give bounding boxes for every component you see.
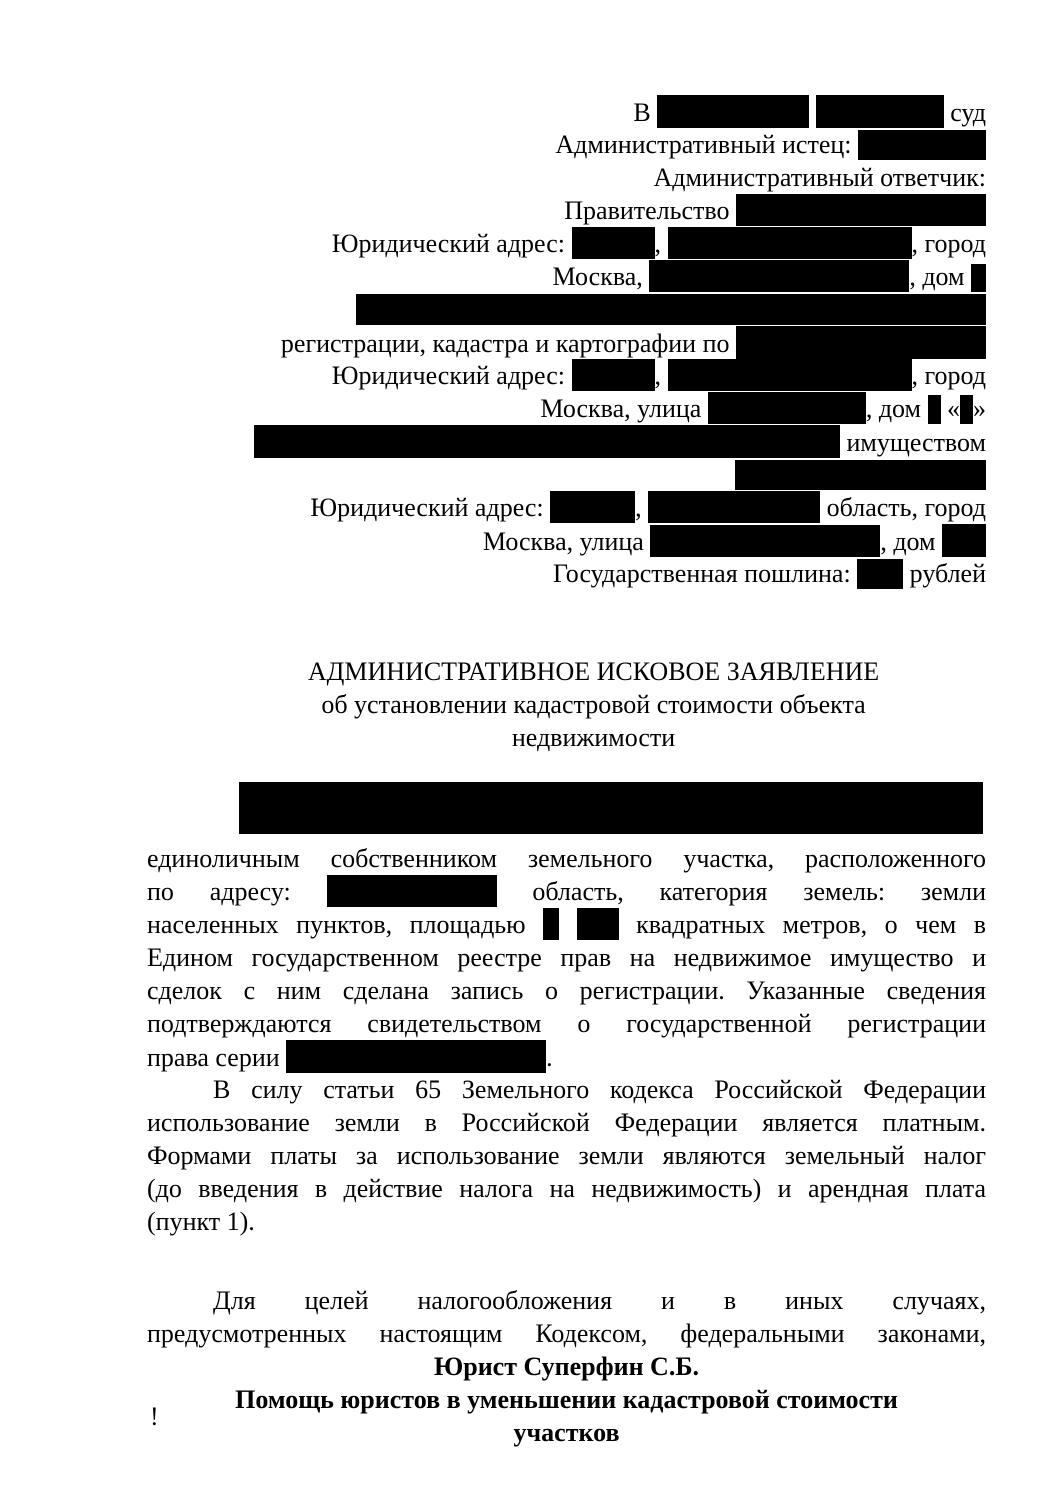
text-run: Правительство — [564, 196, 736, 225]
redaction-bar — [649, 260, 909, 292]
text-run: населенных пунктов, площадью — [147, 910, 544, 939]
text-run: (пункт 1). — [147, 1207, 255, 1236]
text-run: Едином государственном реестре прав на недвижимое имущество и — [147, 943, 986, 972]
document-subtitle: об установлении кадастровой стоимости объекта — [321, 690, 866, 719]
document-content — [147, 95, 986, 1449]
text-run: имуществом — [839, 428, 986, 457]
text-line — [147, 974, 986, 1007]
text-line — [147, 1172, 986, 1205]
state-duty-line — [147, 557, 986, 590]
redaction-bar — [572, 359, 655, 391]
text-run: единоличным собственником земельного участка, расположенного — [147, 844, 986, 873]
text-run: Государственная пошлина: — [553, 559, 858, 588]
text-line — [147, 842, 986, 875]
text-run: « — [940, 394, 960, 423]
text-run: сделок с ним сделана запись о регистрации. Указанные сведения — [147, 976, 986, 1005]
registration-line — [147, 326, 986, 359]
text-run: , город — [911, 229, 986, 258]
footer-service-line: Помощь юристов в уменьшении кадастровой стоимости — [235, 1385, 898, 1414]
text-line — [147, 1040, 986, 1073]
text-run: Москва, улица — [482, 527, 651, 556]
defendant-line — [147, 161, 986, 194]
text-run: использование земли в Российской Федерации является платным. — [147, 1108, 986, 1137]
text-run: » — [973, 394, 986, 423]
redaction-bar — [736, 194, 986, 226]
stray-exclamation-mark: ! — [150, 1402, 159, 1431]
text-line — [147, 941, 986, 974]
redaction-bar — [816, 95, 944, 128]
legal-address-line — [147, 227, 986, 260]
paragraph-land-code — [147, 1073, 986, 1238]
legal-address-line — [147, 491, 986, 524]
redaction-bar — [543, 908, 559, 940]
text-run: Москва, улица — [540, 394, 708, 423]
text-run: суд — [943, 98, 986, 127]
text-run: область, город — [820, 493, 986, 522]
text-run: Юридический адрес: — [331, 229, 572, 258]
document-subtitle-2: недвижимости — [511, 723, 676, 752]
text-run: В силу статьи 65 Земельного кодекса Российской Федерации — [213, 1075, 986, 1104]
text-line — [147, 1284, 986, 1317]
text-line — [147, 1106, 986, 1139]
text-run: права серии — [147, 1043, 287, 1072]
redaction-bar — [928, 395, 941, 424]
text-line — [147, 1317, 986, 1350]
text-run: Юридический адрес: — [310, 493, 551, 522]
footer-block — [147, 1350, 986, 1449]
redaction-bar — [668, 227, 912, 259]
court-line — [147, 95, 986, 128]
text-run: , — [654, 229, 668, 258]
redaction-bar — [550, 491, 635, 523]
text-run: область, категория земель: земли — [496, 877, 986, 906]
text-run: , — [635, 493, 649, 522]
text-run: Для целей налогообложения и в иных случаях, — [213, 1286, 986, 1315]
legal-address-line — [147, 359, 986, 392]
redaction-bar — [708, 392, 866, 424]
text-run: (до введения в действие налога на недвижимость) и арендная плата — [147, 1174, 986, 1203]
government-line — [147, 194, 986, 227]
text-run: Административный истец: — [555, 130, 858, 159]
text-run: , — [654, 361, 668, 390]
text-run — [559, 910, 577, 939]
moscow-line — [147, 260, 986, 293]
text-line — [147, 1007, 986, 1040]
redaction-bar — [668, 359, 912, 391]
text-run: регистрации, кадастра и картографии по — [280, 329, 736, 358]
text-line — [147, 1139, 986, 1172]
redaction-bar — [572, 227, 655, 259]
document-title: АДМИНИСТРАТИВНОЕ ИСКОВОЕ ЗАЯВЛЕНИЕ — [307, 657, 880, 686]
redaction-bar — [736, 326, 986, 359]
paragraph-ownership — [147, 782, 986, 1073]
text-run: Москва, — [552, 262, 650, 291]
text-run: , город — [911, 361, 986, 390]
title-block — [147, 655, 986, 754]
redaction-bar — [648, 491, 820, 523]
text-line — [147, 1205, 986, 1238]
text-run: , дом — [880, 527, 942, 556]
redacted-line — [147, 293, 986, 326]
redaction-bar — [577, 908, 619, 940]
plaintiff-line — [147, 128, 986, 161]
redaction-bar — [657, 95, 809, 128]
footer-lawyer-name: Юрист Суперфин С.Б. — [433, 1352, 700, 1381]
redaction-bar — [735, 460, 986, 490]
redacted-line — [147, 458, 986, 491]
text-run: В — [633, 98, 658, 127]
redaction-bar — [942, 524, 986, 557]
redaction-bar — [960, 395, 973, 424]
moscow-street-line — [147, 392, 986, 425]
header-block — [147, 95, 986, 590]
footer-service-line-2: участков — [513, 1418, 620, 1447]
text-run: рублей — [903, 559, 986, 588]
text-line — [147, 1073, 986, 1106]
text-run: Формами платы за использование земли являются земельный налог — [147, 1141, 986, 1170]
text-run: предусмотренных настоящим Кодексом, федеральными законами, — [147, 1319, 986, 1348]
paragraph-taxation — [147, 1284, 986, 1350]
redaction-bar — [858, 130, 986, 160]
text-run: квадратных метров, о чем в — [618, 910, 986, 939]
redaction-bar — [971, 264, 986, 292]
redaction-bar — [857, 559, 903, 589]
redaction-bar — [327, 875, 497, 907]
text-run: . — [546, 1043, 553, 1072]
redaction-bar — [356, 294, 986, 325]
text-run: Юридический адрес: — [331, 361, 572, 390]
redaction-bar — [239, 782, 983, 834]
property-line — [147, 425, 986, 458]
redaction-bar — [650, 525, 880, 557]
text-line — [147, 908, 986, 941]
redaction-bar — [286, 1040, 546, 1073]
redacted-block-line — [147, 782, 986, 834]
text-run: подтверждаются свидетельством о государственной регистрации — [147, 1009, 986, 1038]
text-line — [147, 875, 986, 908]
moscow-street-line — [147, 524, 986, 557]
text-run: по адресу: — [147, 877, 327, 906]
text-run: , дом — [865, 394, 928, 423]
text-run: Административный ответчик: — [653, 163, 986, 192]
redaction-bar — [254, 425, 840, 458]
text-run: , дом — [909, 262, 971, 291]
